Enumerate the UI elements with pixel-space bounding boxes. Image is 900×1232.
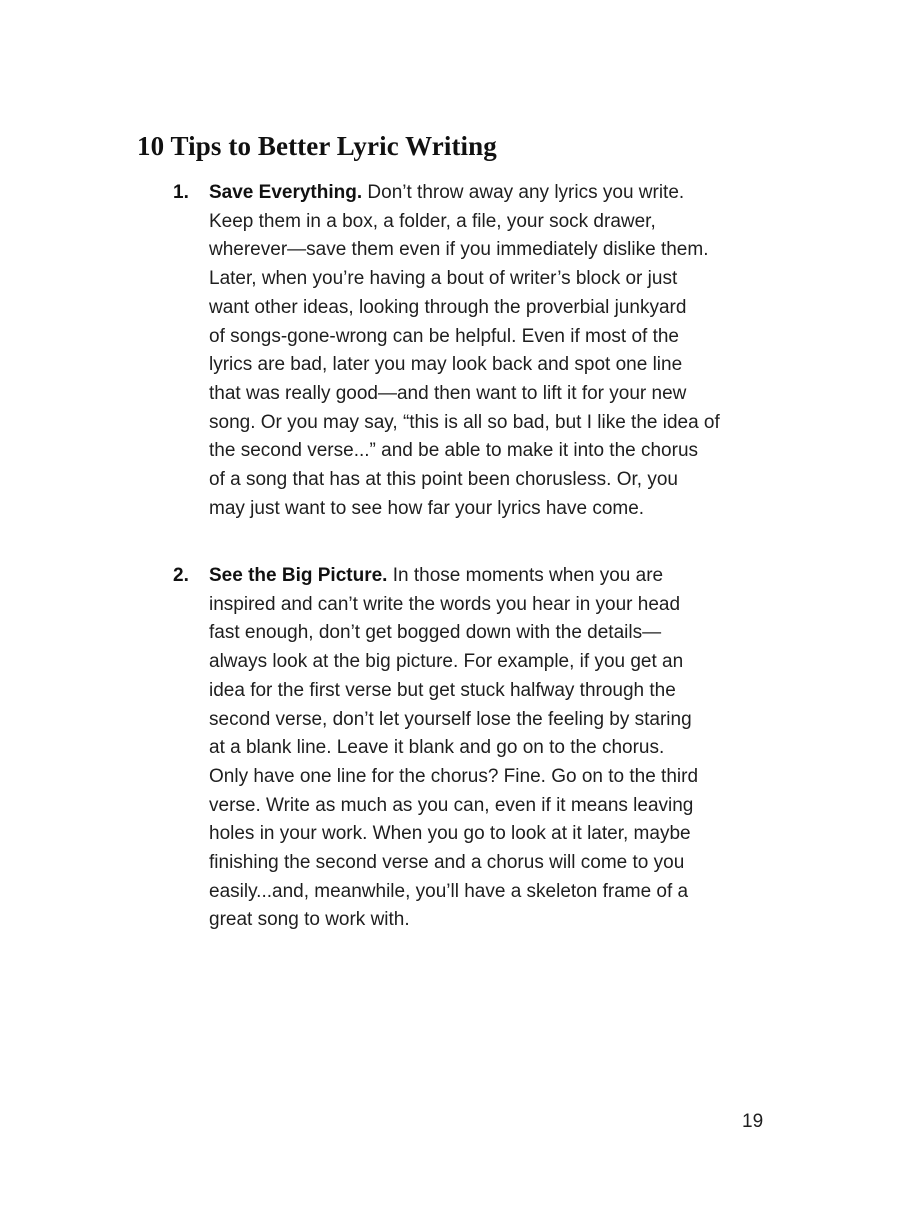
tip-line: of songs-gone-wrong can be helpful. Even if most of the: [209, 325, 679, 347]
tip-line: easily...and, meanwhile, you’ll have a skeleton frame of a: [209, 880, 689, 902]
tip-line-text: Don’t throw away any lyrics you write.: [362, 182, 685, 203]
tip-line: finishing the second verse and a chorus will come to you: [209, 852, 685, 874]
tip-line: lyrics are bad, later you may look back and spot one line: [209, 354, 683, 376]
tip-line: fast enough, don’t get bogged down with the details—: [209, 622, 662, 644]
tip-number: 2.: [173, 565, 189, 586]
tip-line: holes in your work. When you go to look at it later, maybe: [209, 823, 691, 845]
tip-line: second verse, don’t let yourself lose the feeling by staring: [209, 708, 692, 730]
tip-line: song. Or you may say, “this is all so bad, but I like the idea of: [209, 411, 720, 433]
tip-line: want other ideas, looking through the proverbial junkyard: [209, 296, 687, 318]
tip-line: may just want to see how far your lyrics have come.: [209, 497, 645, 519]
tip-line: inspired and can’t write the words you hear in your head: [209, 593, 681, 615]
page-number: 19: [742, 1111, 764, 1132]
tip-line: [209, 562, 783, 591]
tip-heading: Save Everything.: [209, 182, 363, 203]
tip-line: always look at the big picture. For example, if you get an: [209, 651, 684, 673]
tip-line: idea for the first verse but get stuck halfway through the: [209, 679, 676, 701]
tip-item-save-everything: [173, 179, 783, 523]
page-title: 10 Tips to Better Lyric Writing: [137, 131, 497, 161]
tip-heading: See the Big Picture.: [209, 565, 388, 586]
tip-line: at a blank line. Leave it blank and go on to the chorus.: [209, 737, 665, 759]
tip-line: Only have one line for the chorus? Fine. Go on to the third: [209, 765, 699, 787]
tip-line-text: In those moments when you are: [387, 565, 664, 586]
tip-line: great song to work with.: [209, 909, 410, 931]
tip-body: [209, 562, 783, 935]
tip-line: Later, when you’re having a bout of writer’s block or just: [209, 268, 678, 290]
tip-number: 1.: [173, 182, 189, 203]
tip-body: [209, 179, 783, 523]
tip-line: that was really good—and then want to lift it for your new: [209, 382, 687, 404]
tip-line: wherever—save them even if you immediately dislike them.: [209, 239, 709, 261]
tip-item-see-the-big-picture: [173, 562, 783, 935]
tip-line: verse. Write as much as you can, even if it means leaving: [209, 794, 694, 816]
tip-line: [209, 179, 783, 208]
tip-line: the second verse...” and be able to make it into the chorus: [209, 440, 699, 462]
tip-line: of a song that has at this point been chorusless. Or, you: [209, 469, 678, 491]
tip-line: Keep them in a box, a folder, a file, your sock drawer,: [209, 210, 656, 232]
